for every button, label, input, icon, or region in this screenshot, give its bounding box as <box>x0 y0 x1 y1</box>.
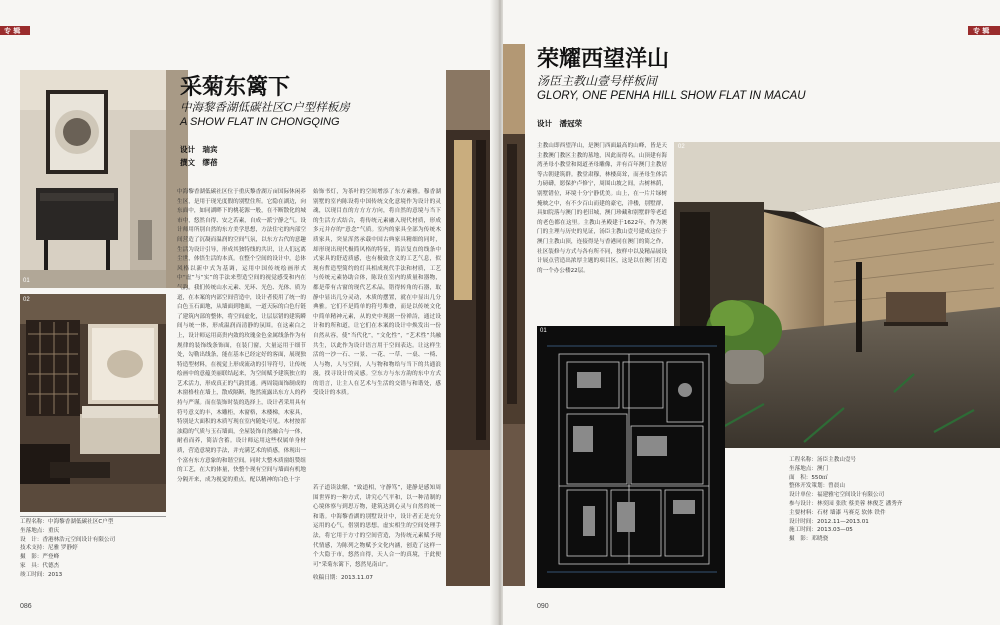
credit-text: 撰文 缪蓓 <box>180 158 218 167</box>
section-tag: 专 辑 <box>4 27 21 35</box>
caption-line: 坐落地点：重庆 <box>20 527 60 534</box>
photo-interior-strip-right <box>503 44 525 586</box>
section-tag: 专 辑 <box>973 27 990 35</box>
photo-01 <box>20 70 166 288</box>
floor-plan-number: 01 <box>540 328 547 334</box>
article-subtitle-cn: 中海黎香湖低碳社区C户型样板房 <box>180 100 350 114</box>
caption-divider <box>20 516 166 517</box>
caption-line: 设 计：香港林浩元空间设计有限公司 <box>20 536 116 543</box>
caption-line: 工程名称：中海黎香湖低碳社区C户型 <box>20 519 114 525</box>
left-page <box>0 0 497 625</box>
article-subtitle-cn: 汤臣主教山壹号样板间 <box>537 74 658 88</box>
caption-line: 竣工时间：2013 <box>20 571 63 578</box>
body-column-2: 始饰书灯，为茶叶的空间增添了东方素雅。穆香湖别墅的室内陈设将中国传统文化意境作为设计的灵魂，以现目直的方方方方向，将自然的意境与当下的生活方式结合，将传统元素融入现代材质，形成多元并存的“意念”气质。室内的家具全部为传统木质家具，突显浑然承载中国古典家具精细的同时，却形现出现代极简风格的特征，简洁复直的线条中式家具的舒适质感，也有极致含义的工艺气息，似现有哲造型简约的灯具相成现代手法和材质，工艺与传统元素协助合体，陈设在室内的质量和器物，都是带有古窗的现代艺术品，错得转角的石器，取静中显出几分灵动，木质的摆置，就在中显出几分典雅。它们不是简单的符号堆叠，而是以传统文化中简单精神元素，从的史中现据一份禅詩，通过设计和的所和道，让它们在本案的设计中焕发出一份自然从容，使“当代化”，“文化性”，“艺术性”共融共生，以此作为设计语言用于空间表达。让这样生活的一沙一石、一景、一花、一草、一桌、一椅、人与物，人与空间，人与物和物给与当下的共通浪漫，找寻设计的灵感。空东方与东方韵的东中方式的语言，让主人在艺术与生活的交错与和谐处，感受设计的本质。 <box>313 189 441 397</box>
article-subtitle-en: GLORY, ONE PENHA HILL SHOW FLAT IN MACAU <box>537 90 806 102</box>
caption-line: 坐落地点：澳门 <box>789 465 829 472</box>
caption-line: 工程名称：汤臣主教山壹号 <box>789 457 857 463</box>
caption-line: 整体开发策划：曾晨山 <box>789 483 845 490</box>
caption-line: 主要材料：石材 墙漆 马赛克 软体 铁件 <box>789 509 886 516</box>
caption-line: 家 具：代德杰 <box>20 562 60 569</box>
body-column-1: 中海黎香湖低碳社区位于重庆黎香湖万亩国际休闲养生区，是用于现光度假的别墅住所。它隐在湖边，向东面中，如同湖畔下的桃花源一般，在不断散化的城市中，悠然自得、安之若素，自成一派宁静之气。设计师用所别自然的东方美学思想，方法住宅的内部空间营造了沉凝而温润的空间气氛，以东方古代的意趣生活为设计引导，形成其独特线的共识，让人们远离尘世，体悟生活的本真。在整个空间的设计中，总体风格以新中式为基调，运用中国传统绘画形式中“虚”与“实”的手法来塑造空间的视觉感受和内在气韵。我们传统山水元素、光环、光色、光体、质为道，在本案的内部空间营造中，设计者使用了统一的白色玉石面地，从墙面到地面，一道天际的白色行链了建筑内部的整体，将空间虚化，让层层错的建筑瞬间与统一体，形成温润而清静的氛围。在这素白之上，设计师运用高贵内敛的玫瑰金色金属线条作为有规律的装饰线条饰面，在装门窗，大量运用于细节处，勾勒出线条，能在基本已经定好的客面，展现独特造型材料，在视觉上形成流动的引导符号，让传统绘画中的意蕴美丽联结起来，为空间赋予建筑独立的艺术活力，形成真正的气韵贯通。两周镜面饰制成的木窗格柱在墙上，散成隔断，饱然流露出东方人的矜持与严谨。而在装饰时装的选择上，设计者采用具有符号意义的丰，木雕柜，木窗格，木楼梯，木家具，特别是大面积的木质写现在室内随处可见。木材按浑浊稳的气质与玉石墙面，全屋装饰自然融合与一体，耐看而养，简洁含蓄。设计师运用这些权属单身材质，营造意境的手法，并充满艺术的质感，体现出一个富有东方意象的和谐空间。同时大整木质窗组赞组的工艺，在大的体量，快整个现有空间与墙面有机地分隔开来，成为视觉的重点，配以精神的白色十字 <box>177 189 306 483</box>
article-subtitle-en: A SHOW FLAT IN CHONGQING <box>180 116 340 128</box>
photo-01-number: 01 <box>23 278 30 284</box>
caption-line: 摄 影：严登峰 <box>20 554 60 561</box>
photo-interior-strip <box>446 70 492 586</box>
photo-02 <box>20 294 166 512</box>
caption-line: 参与设计：林奕园 张欣 蔡美蓉 林俊芝 潘秀齐 <box>789 500 903 507</box>
body-column-2-end: 若子道读法解，“致道相，守静笃”，建静是感知周围世界的一种方式，讲究心气平和，以一种清制的心境体察与到思万物，建筑达到心灵与自然的统一和谐。中海黎香湖的别墅设计中，设计者正是充分运用的心气，借别的思想，虚实相生的空间处理手法，将它用于方寸的空间营造，为传统元素赋予现代情感，为陈列之物赋予文化内涵，创造了这样一个大隐于市，悠然自得，天人合一的真境，于此便可“采菊东篱下，悠然见南山”。 <box>313 485 441 568</box>
caption-line: 技术支持：尼雅 罗静婷 <box>20 545 78 552</box>
right-page <box>503 0 1000 625</box>
project-caption <box>20 518 170 580</box>
photo-02-number: 02 <box>23 297 30 303</box>
credit-design: 设计 潘冠荣 <box>537 119 582 128</box>
credit-design: 设计 瑞宾 <box>180 145 218 154</box>
photo-lobby-number: 02 <box>678 144 685 150</box>
caption-line: 面 积：550㎡ <box>789 474 828 481</box>
article-title: 采菊东篱下 <box>180 74 291 100</box>
caption-line: 摄 影：邓晓骁 <box>789 536 829 543</box>
caption-line: 施工时间：2013.03—05 <box>789 527 853 534</box>
page-number-right: 090 <box>537 603 549 610</box>
article-title: 荣耀西望洋山 <box>537 46 670 72</box>
received-date: 收稿日期：2013.11.07 <box>313 575 373 581</box>
floor-plan <box>537 326 725 588</box>
caption-line: 设计时间：2012.11—2013.01 <box>789 518 869 525</box>
project-caption <box>789 456 979 544</box>
body-column-1: 主教山即西望洋山，是澳门西面最高的山峰，皆是天主教澳门教区主教的墓地，因此而得名。山顶建有海湾圣母小教堂和阅道圣母雕像，并有百年澳门主教居等古朝建筑群。教堂肃穆，林楼高耸，而圣母生体活力磅礴，愿保护卢修宁，周围山坡之间，古树林荫，别墅错位，环境十分宁静优美。山上，在一片片绿树掩映之中，有不少百山而建的豪宅，洋楼，别墅群，具如院落与澳门的老旧城，澳门珍藏和别墅群等老道的老色都在这里。主教山圣殿建于1622年，作为澳门的主理与历史的见证，汤臣主教山壹号建成这位于澳门主教山顶，连接得是与香港同在澳门的简之作，社区装修与方式与各有所不同，按样中以及精品展设计展点营造出浓厚主题的项目区，这是以在澳门打造的一个办公楼22层。 <box>537 143 667 274</box>
caption-line: 设计单位：福建雅宅空间设计有限公司 <box>789 492 885 499</box>
page-number-left: 086 <box>20 603 32 610</box>
